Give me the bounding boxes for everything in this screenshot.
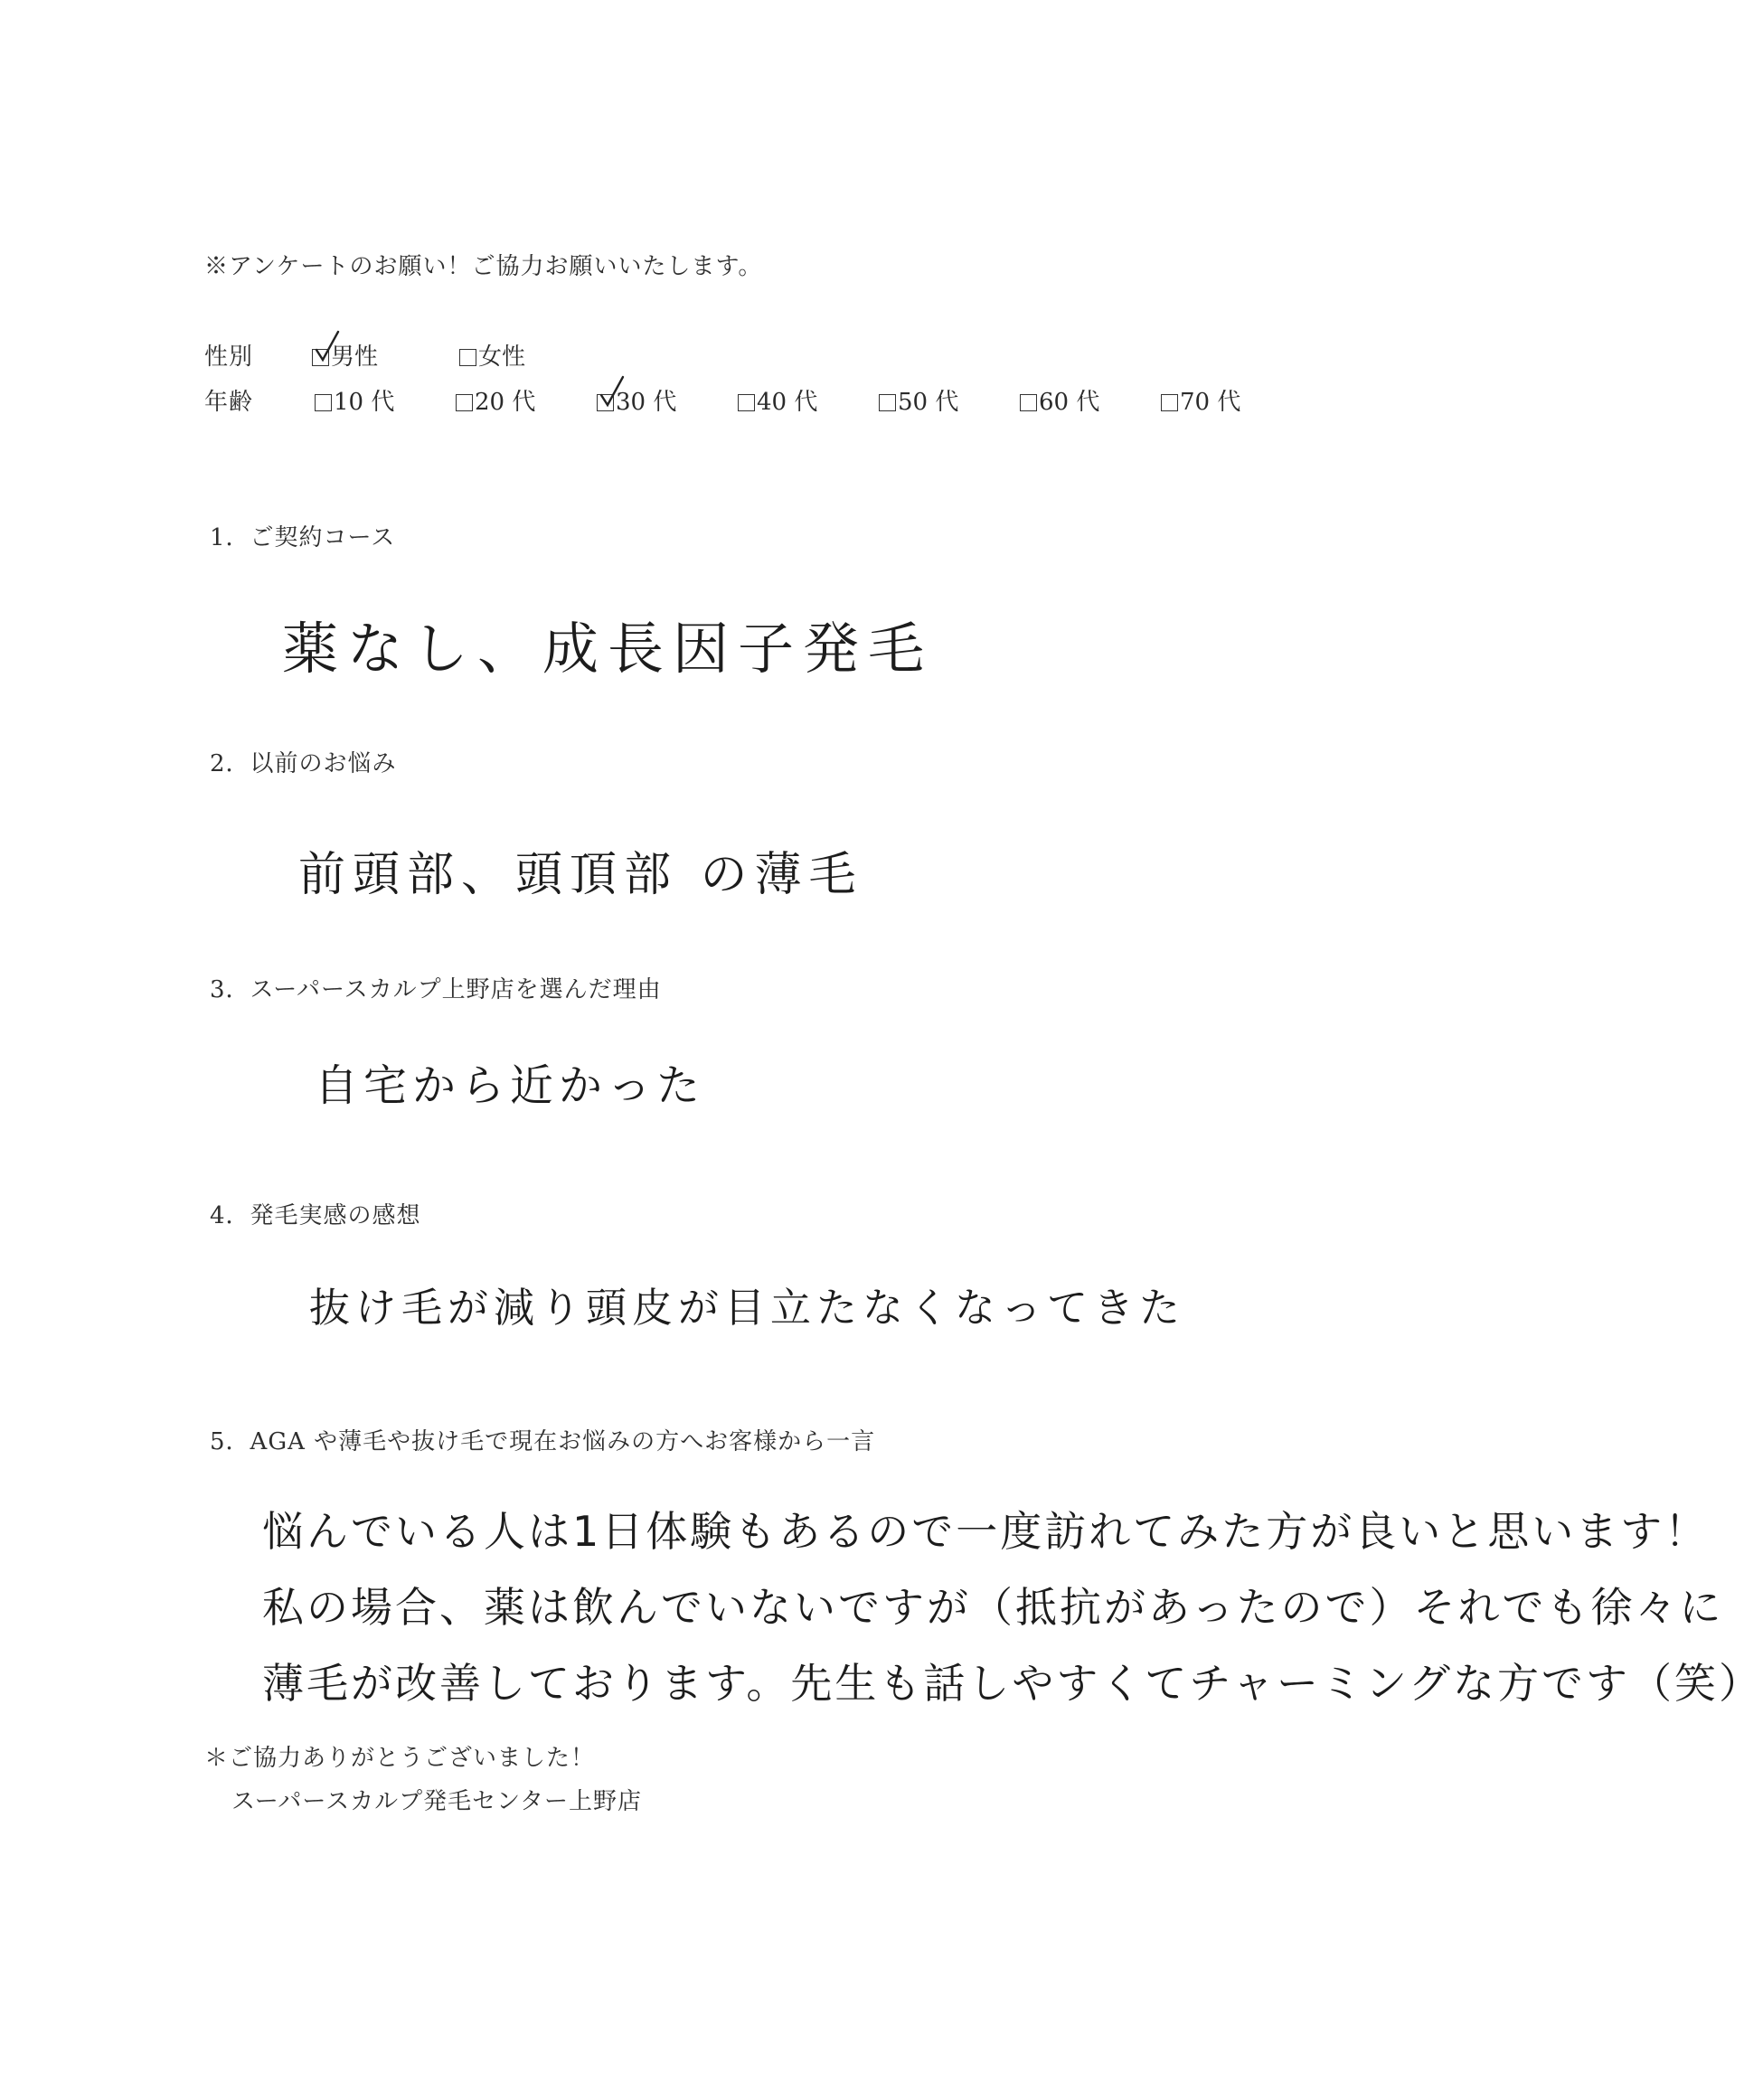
checkbox-age-60[interactable] [1020,394,1037,411]
checkbox-age-70[interactable] [1161,394,1178,411]
age-option-label: 70 代 [1180,389,1241,416]
checkbox-age-10[interactable] [315,394,332,411]
answer-1-text: 薬なし、成長因子発毛 [282,616,934,682]
checkmark-icon [315,330,342,364]
answer-5-line-2: 私の場合、薬は飲んでいないですが（抵抗があったので）それでも徐々に [262,1583,1724,1632]
age-option-label: 60 代 [1039,389,1100,416]
gender-option-male[interactable] [312,338,378,372]
age-option-70[interactable] [1161,383,1240,417]
gender-option-label: 男性 [331,344,379,371]
question-4-label: 4．発毛実感の感想 [210,1202,421,1229]
age-option-label: 50 代 [898,389,959,416]
checkbox-age-30[interactable] [597,394,614,411]
age-option-40[interactable] [738,383,817,417]
age-option-20[interactable] [456,383,535,417]
answer-5-line-1: 悩んでいる人は1日体験もあるので一度訪れてみた方が良いと思います！ [262,1507,1710,1556]
checkbox-age-40[interactable] [738,394,755,411]
age-option-label: 10 代 [334,389,395,416]
answer-5-line-3: 薄毛が改善しております。先生も話しやすくてチャーミングな方です（笑） [262,1659,1763,1708]
gender-option-female[interactable] [459,338,525,372]
checkbox-age-50[interactable] [879,394,896,411]
age-option-label: 40 代 [757,389,818,416]
answer-2-text: 前頭部、頭頂部 の薄毛 [298,848,863,902]
checkbox-age-20[interactable] [456,394,473,411]
question-1-label: 1．ご契約コース [210,524,396,551]
age-option-label: 20 代 [475,389,536,416]
gender-option-label: 女性 [478,344,526,371]
checkbox-female[interactable] [459,349,476,366]
question-5-label: 5．AGA や薄毛や抜け毛で現在お悩みの方へお客様から一言 [210,1428,876,1455]
age-option-50[interactable] [879,383,958,417]
age-option-label: 30 代 [616,389,677,416]
footer-store-name: スーパースカルプ発毛センター上野店 [231,1788,643,1815]
age-option-10[interactable] [315,383,394,417]
age-option-30[interactable] [597,383,676,417]
question-2-label: 2．以前のお悩み [210,750,397,777]
survey-intro: ※アンケートのお願い！ご協力お願いいたします。 [204,253,763,280]
checkbox-male[interactable] [312,349,329,366]
answer-4-text: 抜け毛が減り頭皮が目立たなくなってきた [309,1284,1186,1332]
footer-thanks: ＊ご協力ありがとうございました！ [204,1745,596,1772]
age-label: 年齢 [204,389,254,416]
gender-label: 性別 [204,344,254,371]
question-3-label: 3．スーパースカルプ上野店を選んだ理由 [210,976,662,1003]
checkmark-icon [599,375,627,410]
answer-3-text: 自宅から近かった [315,1060,706,1111]
age-option-60[interactable] [1020,383,1099,417]
